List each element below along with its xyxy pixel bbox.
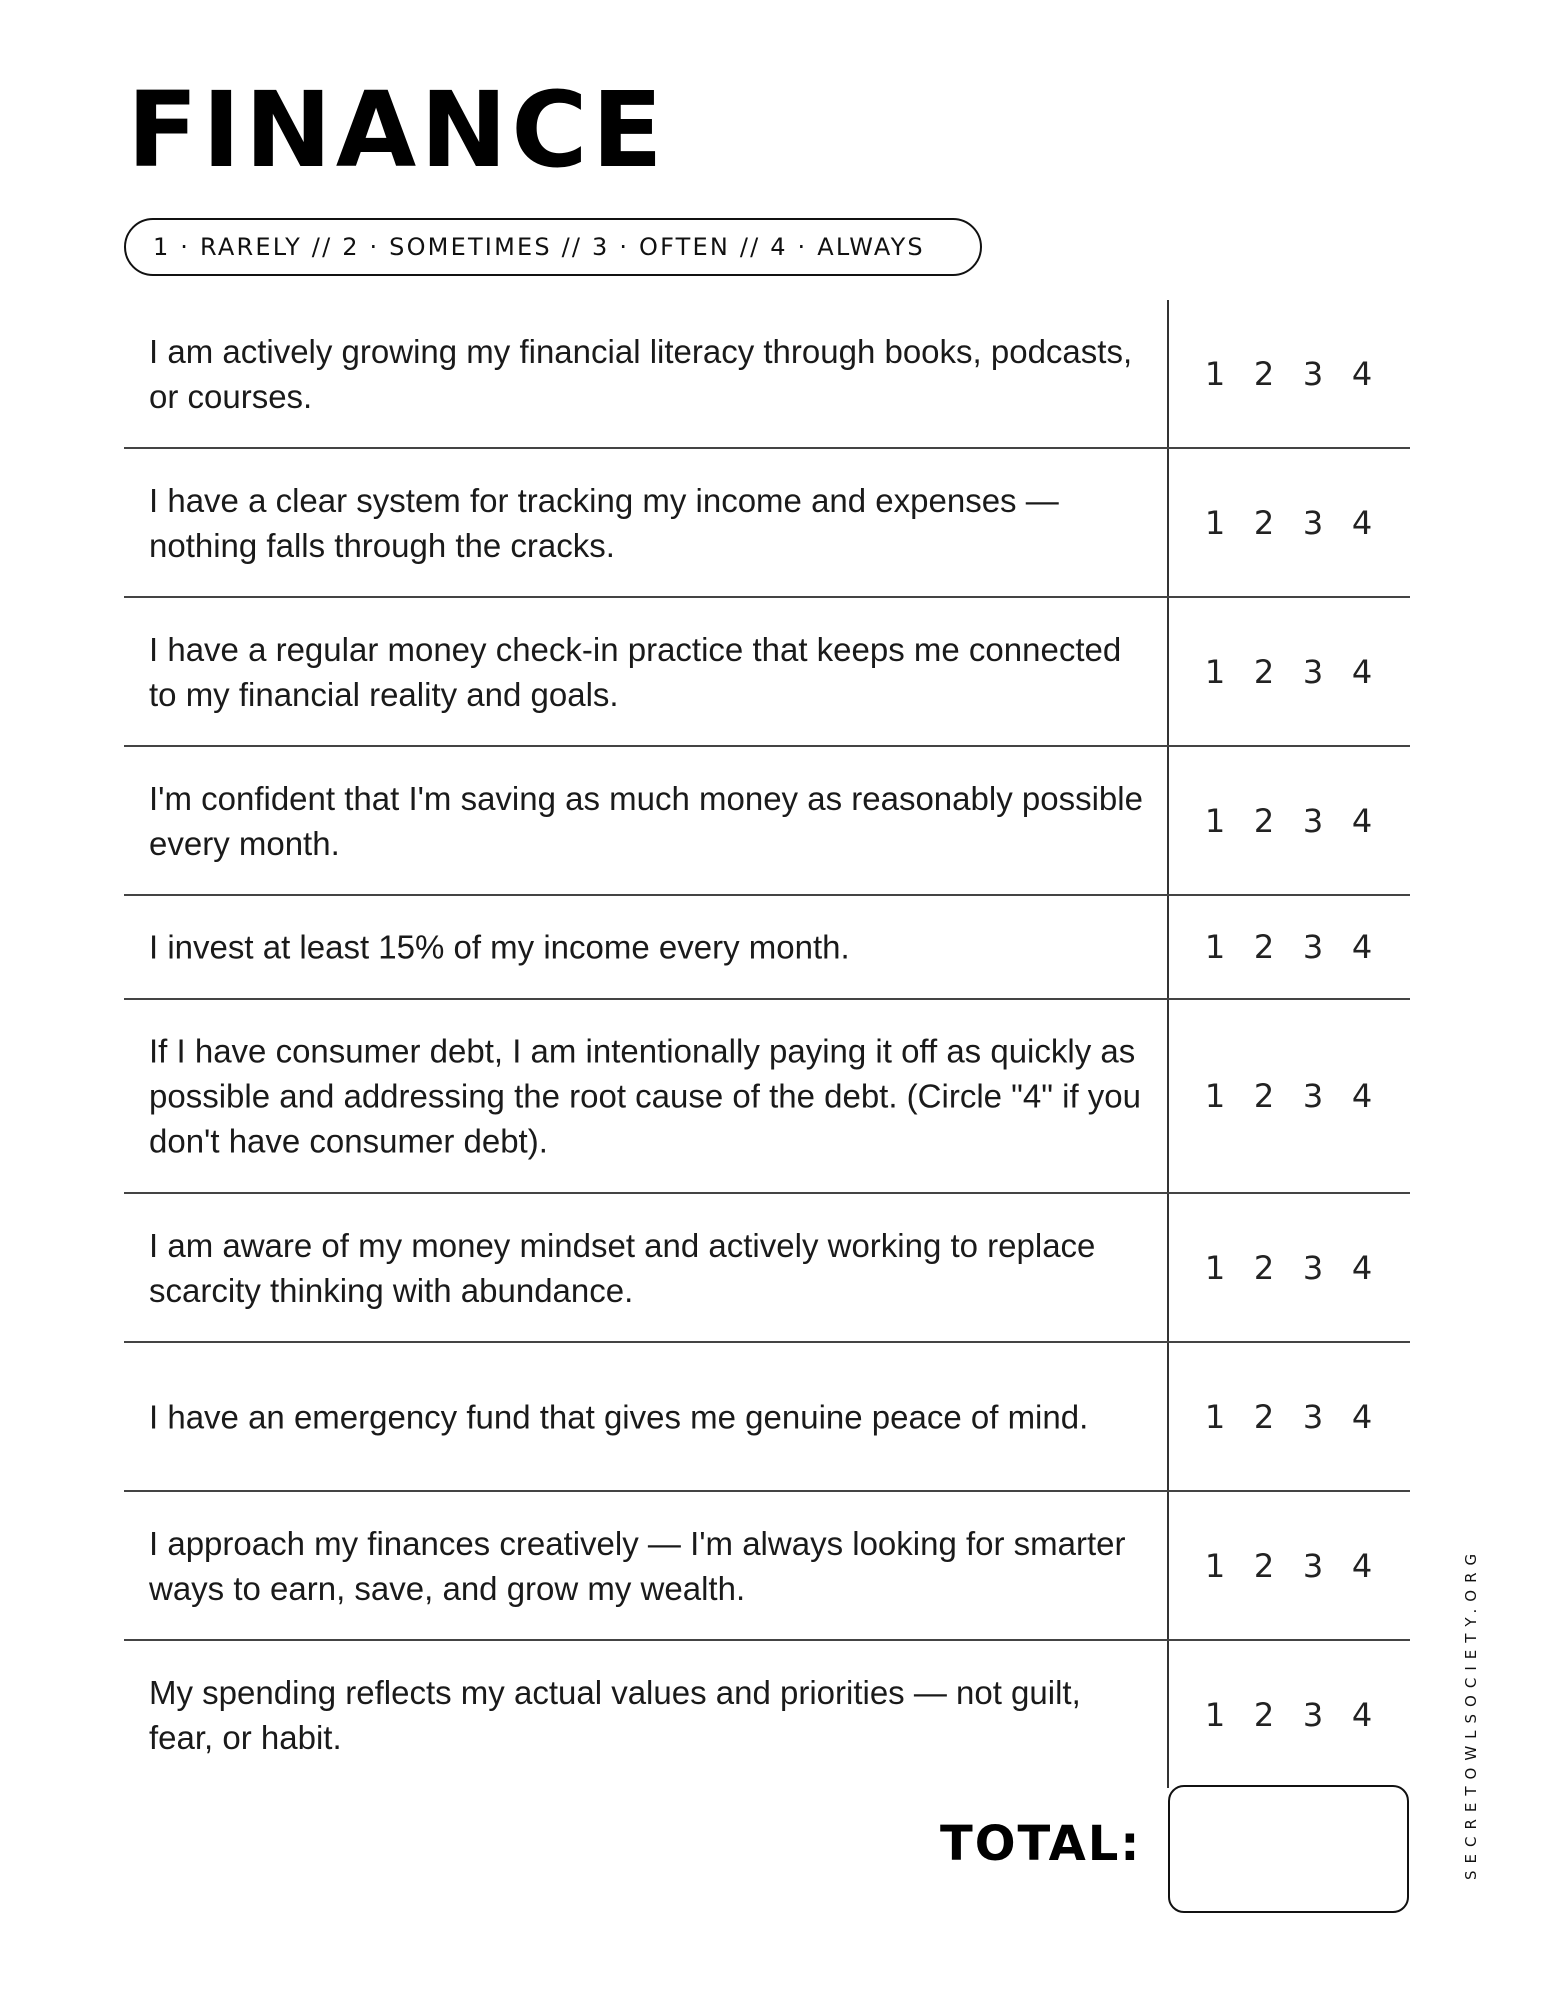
- rating-option-4[interactable]: 4: [1351, 1397, 1373, 1436]
- website-credit: SECRETOWLSOCIETY.ORG: [1462, 1546, 1480, 1880]
- rating-scale: [1167, 1249, 1410, 1287]
- statement-text: If I have consumer debt, I am intentionally paying it off as quickly as possible and addressing the root cause of the debt. (Circle "4" if you don't have consumer debt).: [149, 1032, 1141, 1160]
- page-title: FINANCE: [127, 69, 667, 191]
- rating-option-2[interactable]: 2: [1253, 1248, 1275, 1287]
- total-input-box[interactable]: [1168, 1785, 1409, 1913]
- rating-option-1[interactable]: 1: [1204, 1546, 1226, 1585]
- statement-text: I have a regular money check-in practice that keeps me connected to my financial reality and goals.: [149, 630, 1122, 713]
- statement-text: I'm confident that I'm saving as much money as reasonably possible every month.: [149, 779, 1143, 862]
- rating-option-1[interactable]: 1: [1204, 354, 1226, 393]
- rating-scale: [1167, 355, 1410, 393]
- rating-option-3[interactable]: 3: [1302, 1397, 1324, 1436]
- rating-option-3[interactable]: 3: [1302, 801, 1324, 840]
- rating-option-2[interactable]: 2: [1253, 503, 1275, 542]
- rating-scale: [1167, 1696, 1410, 1734]
- statement-row: [124, 1000, 1410, 1194]
- rating-option-3[interactable]: 3: [1302, 652, 1324, 691]
- statement-row: [124, 1194, 1410, 1343]
- rating-scale: [1167, 504, 1410, 542]
- rating-option-1[interactable]: 1: [1204, 503, 1226, 542]
- rating-option-3[interactable]: 3: [1302, 1546, 1324, 1585]
- rating-option-1[interactable]: 1: [1204, 1248, 1226, 1287]
- rating-scale: [1167, 1077, 1410, 1115]
- statement-row: [124, 747, 1410, 896]
- rating-scale: [1167, 1398, 1410, 1436]
- statement-row: [124, 449, 1410, 598]
- rating-option-3[interactable]: 3: [1302, 928, 1324, 966]
- rating-option-2[interactable]: 2: [1253, 1397, 1275, 1436]
- rating-option-2[interactable]: 2: [1253, 928, 1275, 966]
- rating-option-3[interactable]: 3: [1302, 354, 1324, 393]
- statement-row: [124, 896, 1410, 1000]
- rating-option-1[interactable]: 1: [1204, 652, 1226, 691]
- rating-option-1[interactable]: 1: [1204, 1077, 1226, 1115]
- statement-text: I invest at least 15% of my income every month.: [149, 928, 850, 966]
- rating-option-4[interactable]: 4: [1351, 1077, 1373, 1115]
- rating-option-1[interactable]: 1: [1204, 801, 1226, 840]
- total-label: TOTAL:: [940, 1816, 1142, 1872]
- rating-option-3[interactable]: 3: [1302, 1077, 1324, 1115]
- rating-option-4[interactable]: 4: [1351, 1695, 1373, 1734]
- rating-legend: 1 · RARELY // 2 · SOMETIMES // 3 · OFTEN // 4 · ALWAYS: [124, 218, 982, 276]
- rating-option-4[interactable]: 4: [1351, 1248, 1373, 1287]
- rating-option-4[interactable]: 4: [1351, 1546, 1373, 1585]
- statement-row: [124, 300, 1410, 449]
- rating-scale: [1167, 653, 1410, 691]
- rating-option-3[interactable]: 3: [1302, 503, 1324, 542]
- rating-option-2[interactable]: 2: [1253, 354, 1275, 393]
- rating-option-2[interactable]: 2: [1253, 1077, 1275, 1115]
- rating-option-4[interactable]: 4: [1351, 801, 1373, 840]
- statement-text: I have a clear system for tracking my income and expenses — nothing falls through the cracks.: [149, 481, 1059, 564]
- rating-option-4[interactable]: 4: [1351, 354, 1373, 393]
- rating-option-4[interactable]: 4: [1351, 928, 1373, 966]
- statement-text: I am actively growing my financial literacy through books, podcasts, or courses.: [149, 332, 1133, 415]
- rating-option-3[interactable]: 3: [1302, 1248, 1324, 1287]
- rating-scale: [1167, 928, 1410, 966]
- statement-row: [124, 1343, 1410, 1492]
- statement-text: I approach my finances creatively — I'm always looking for smarter ways to earn, save, and grow my wealth.: [149, 1524, 1126, 1607]
- rating-option-3[interactable]: 3: [1302, 1695, 1324, 1734]
- rating-option-1[interactable]: 1: [1204, 1695, 1226, 1734]
- rating-option-2[interactable]: 2: [1253, 1695, 1275, 1734]
- rating-option-2[interactable]: 2: [1253, 652, 1275, 691]
- rating-option-2[interactable]: 2: [1253, 801, 1275, 840]
- statement-text: I am aware of my money mindset and actively working to replace scarcity thinking with abundance.: [149, 1226, 1096, 1309]
- statement-text: My spending reflects my actual values and priorities — not guilt, fear, or habit.: [149, 1673, 1081, 1756]
- statement-row: [124, 1492, 1410, 1641]
- rating-option-4[interactable]: 4: [1351, 503, 1373, 542]
- statement-row: [124, 598, 1410, 747]
- rating-option-1[interactable]: 1: [1204, 928, 1226, 966]
- rating-option-2[interactable]: 2: [1253, 1546, 1275, 1585]
- rating-option-1[interactable]: 1: [1204, 1397, 1226, 1436]
- statement-text: I have an emergency fund that gives me genuine peace of mind.: [149, 1398, 1089, 1435]
- rating-scale: [1167, 1547, 1410, 1585]
- rating-scale: [1167, 802, 1410, 840]
- statement-row: [124, 1641, 1410, 1788]
- rating-option-4[interactable]: 4: [1351, 652, 1373, 691]
